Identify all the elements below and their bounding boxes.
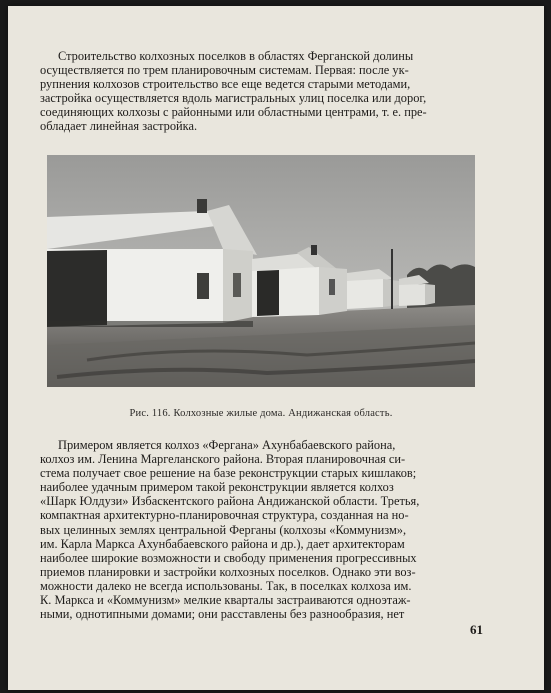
text-line: рупнения колхозов строительство все еще ведется старыми методами,	[40, 77, 411, 92]
text-line: осуществляется по трем планировочным системам. Первая: после ук-	[40, 63, 409, 78]
text-line: стема получает свое решение на базе реконструкции старых кишлаков;	[40, 466, 417, 481]
text-line: приемов планировки и застройки колхозных поселков. Однако эти воз-	[40, 564, 416, 579]
paragraph-main	[40, 438, 494, 621]
text-line: наиболее удачным примером такой реконструкции является колхоз	[40, 480, 394, 495]
photo-collective-farm-houses	[47, 155, 475, 387]
paragraph-intro	[40, 49, 494, 134]
text-line: ными, однотипными домами; они расставлены без разнообразия, нет	[40, 607, 405, 622]
text-line: колхоз им. Ленина Маргеланского района. Вторая планировочная си-	[40, 452, 406, 467]
text-line: можности далеко не всегда использованы. Так, в поселках колхоза им.	[40, 578, 412, 593]
text-line: наиболее широкие возможности и свободу применения прогрессивных	[40, 550, 417, 565]
text-line: Примером является колхоз «Фергана» Ахунбабаевского района,	[58, 438, 396, 452]
page-number: 61	[470, 622, 483, 637]
book-page	[8, 6, 544, 690]
text-line: застройка осуществляется вдоль магистральных улиц поселка или дорог,	[40, 91, 427, 106]
text-line: «Шарк Юлдузи» Избаскентского района Андижанской области. Третья,	[40, 494, 420, 509]
figure-caption: Рис. 116. Колхозные жилые дома. Андижанская область.	[129, 408, 393, 419]
text-line: обладает линейная застройка.	[40, 119, 198, 134]
text-line: соединяющих колхозы с районными или областными центрами, т. е. пре-	[40, 105, 427, 120]
text-line: вых целинных землях центральной Ферганы (колхозы «Коммунизм»,	[40, 522, 407, 537]
text-line: Строительство колхозных поселков в областях Ферганской долины	[58, 49, 414, 63]
text-line: компактная архитектурно-планировочная структура, созданная на но-	[40, 508, 409, 523]
text-line: К. Маркса и «Коммунизм» мелкие кварталы застраиваются одноэтаж-	[40, 593, 411, 608]
text-line: им. Карла Маркса Ахунбабаевского района и др.), дает архитекторам	[40, 536, 405, 551]
